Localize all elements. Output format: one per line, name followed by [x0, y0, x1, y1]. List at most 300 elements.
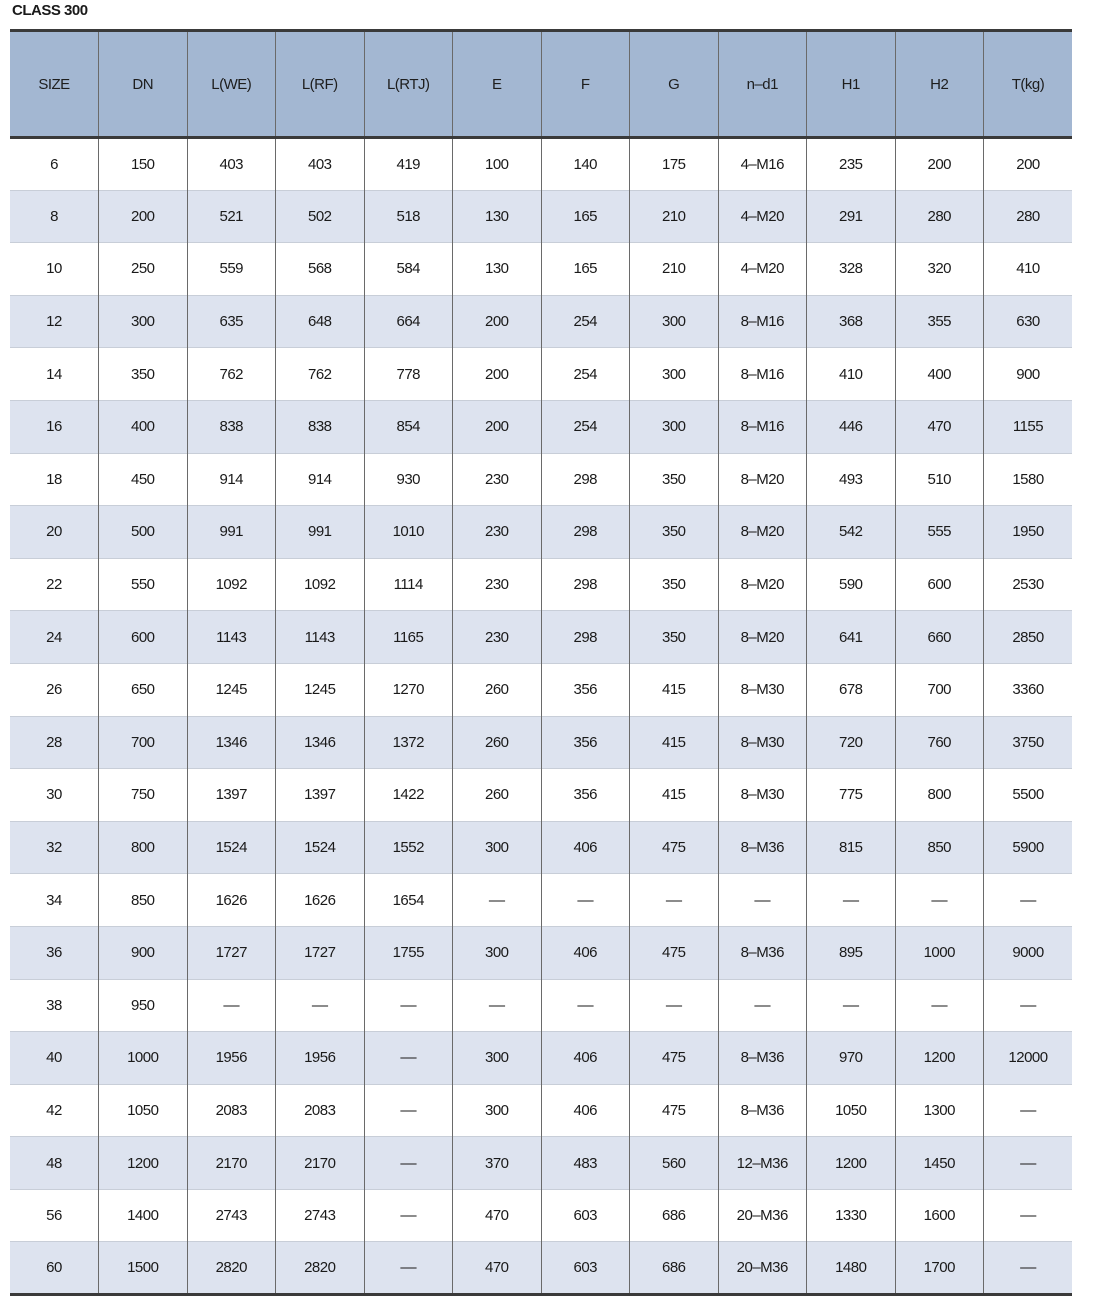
- table-cell: 350: [630, 611, 719, 664]
- table-row: [10, 243, 1072, 296]
- table-cell: ––: [984, 979, 1073, 1032]
- table-cell: 700: [99, 716, 188, 769]
- table-cell: 300: [630, 400, 719, 453]
- header-row: [10, 31, 1072, 138]
- table-cell: 415: [630, 769, 719, 822]
- table-cell: 1000: [895, 926, 984, 979]
- table-cell: 475: [630, 821, 719, 874]
- table-cell: 950: [99, 979, 188, 1032]
- table-cell: 328: [807, 243, 896, 296]
- table-cell: 1155: [984, 400, 1073, 453]
- specification-table: [10, 29, 1072, 1296]
- table-cell: 1480: [807, 1242, 896, 1295]
- table-cell: 914: [187, 453, 276, 506]
- table-row: [10, 926, 1072, 979]
- table-row: [10, 769, 1072, 822]
- table-cell: 298: [541, 611, 630, 664]
- table-cell: 10: [46, 260, 62, 278]
- table-cell: 1245: [187, 663, 276, 716]
- table-cell: 260: [453, 716, 542, 769]
- table-cell: 991: [187, 506, 276, 559]
- table-cell: 2743: [187, 1189, 276, 1242]
- table-cell: ––: [364, 979, 453, 1032]
- table-cell: 30: [46, 786, 62, 804]
- table-row: [10, 1032, 1072, 1085]
- table-cell: 400: [99, 400, 188, 453]
- table-cell: 350: [630, 558, 719, 611]
- table-cell: 1200: [99, 1137, 188, 1190]
- table-row: [10, 400, 1072, 453]
- table-cell: 210: [630, 243, 719, 296]
- table-cell: 20: [10, 506, 99, 559]
- table-row: [10, 138, 1072, 191]
- table-header: [10, 31, 1072, 138]
- table-cell: 200: [984, 138, 1073, 191]
- table-cell: 403: [276, 138, 365, 191]
- table-cell: 800: [895, 769, 984, 822]
- table-cell: ––: [541, 979, 630, 1032]
- table-cell: 600: [99, 611, 188, 664]
- table-cell: 3750: [984, 716, 1073, 769]
- table-cell: 2530: [984, 558, 1073, 611]
- table-cell: 650: [99, 663, 188, 716]
- table-cell: 895: [807, 926, 896, 979]
- table-row: [10, 611, 1072, 664]
- table-row: [10, 874, 1072, 927]
- table-cell: 720: [807, 716, 896, 769]
- table-cell: ––: [807, 979, 896, 1032]
- table-cell: 1700: [895, 1242, 984, 1295]
- table-cell: 8–M20: [718, 453, 807, 506]
- table-cell: 370: [453, 1137, 542, 1190]
- table-cell: 8–M36: [718, 1032, 807, 1085]
- table-cell: 34: [46, 891, 62, 909]
- table-cell: 300: [453, 821, 542, 874]
- table-cell: 8–M16: [718, 348, 807, 401]
- table-cell: 32: [10, 821, 99, 874]
- column-header: L(RF): [276, 31, 365, 138]
- table-cell: 8–M20: [718, 611, 807, 664]
- column-header: L(WE): [187, 31, 276, 138]
- table-cell: 230: [453, 453, 542, 506]
- table-cell: 838: [276, 400, 365, 453]
- table-cell: 28: [10, 716, 99, 769]
- table-cell: 1010: [364, 506, 453, 559]
- table-cell: 664: [364, 295, 453, 348]
- table-cell: 446: [807, 400, 896, 453]
- table-row: [10, 1242, 1072, 1295]
- table-cell: 250: [99, 243, 188, 296]
- column-header: H2: [895, 31, 984, 138]
- table-row: [10, 1137, 1072, 1190]
- table-cell: 22: [46, 576, 62, 594]
- table-cell: 8–M36: [718, 821, 807, 874]
- table-cell: 230: [453, 506, 542, 559]
- table-cell: 1050: [807, 1084, 896, 1137]
- table-cell: 5900: [984, 821, 1073, 874]
- table-cell: 5500: [984, 769, 1073, 822]
- table-cell: 1524: [187, 821, 276, 874]
- table-cell: 400: [895, 348, 984, 401]
- table-cell: 230: [453, 611, 542, 664]
- table-cell: 1950: [984, 506, 1073, 559]
- table-cell: 280: [895, 190, 984, 243]
- table-row: [10, 348, 1072, 401]
- table-cell: ––: [364, 1137, 453, 1190]
- table-cell: 850: [99, 874, 188, 927]
- table-cell: 406: [541, 926, 630, 979]
- table-cell: 854: [364, 400, 453, 453]
- table-cell: 2820: [276, 1242, 365, 1295]
- table-cell: 4–M16: [718, 138, 807, 191]
- table-cell: 930: [364, 453, 453, 506]
- table-cell: 542: [807, 506, 896, 559]
- table-cell: 8–M20: [718, 558, 807, 611]
- table-cell: ––: [984, 1189, 1073, 1242]
- table-row: [10, 453, 1072, 506]
- table-cell: ––: [364, 1032, 453, 1085]
- table-cell: 406: [541, 1084, 630, 1137]
- table-cell: 298: [541, 453, 630, 506]
- table-cell: 350: [630, 506, 719, 559]
- column-header: F: [541, 31, 630, 138]
- table-cell: 2820: [187, 1242, 276, 1295]
- table-cell: 355: [895, 295, 984, 348]
- table-cell: 850: [895, 821, 984, 874]
- table-cell: 9000: [984, 926, 1073, 979]
- table-cell: 1114: [364, 558, 453, 611]
- table-cell: 1654: [364, 874, 453, 927]
- table-cell: 700: [895, 663, 984, 716]
- table-cell: 1300: [895, 1084, 984, 1137]
- table-cell: 350: [630, 453, 719, 506]
- table-cell: 48: [10, 1137, 99, 1190]
- table-cell: 521: [187, 190, 276, 243]
- table-cell: 2170: [187, 1137, 276, 1190]
- table-cell: 200: [895, 138, 984, 191]
- table-cell: 36: [10, 926, 99, 979]
- table-cell: 603: [541, 1242, 630, 1295]
- table-cell: 200: [453, 295, 542, 348]
- table-cell: 260: [453, 663, 542, 716]
- table-cell: 502: [276, 190, 365, 243]
- table-cell: 8–M30: [718, 716, 807, 769]
- table-cell: 475: [630, 926, 719, 979]
- table-cell: 1200: [807, 1137, 896, 1190]
- table-cell: 630: [984, 295, 1073, 348]
- table-cell: 1727: [276, 926, 365, 979]
- table-cell: 8–M36: [718, 1084, 807, 1137]
- table-cell: 300: [630, 295, 719, 348]
- column-header: SIZE: [10, 31, 99, 138]
- table-row: [10, 295, 1072, 348]
- table-cell: 2850: [984, 611, 1073, 664]
- table-body: [10, 138, 1072, 1295]
- table-cell: 130: [453, 243, 542, 296]
- table-cell: 165: [541, 190, 630, 243]
- table-cell: 291: [807, 190, 896, 243]
- table-cell: 778: [364, 348, 453, 401]
- table-cell: 419: [364, 138, 453, 191]
- table-cell: 475: [630, 1084, 719, 1137]
- table-cell: 300: [99, 295, 188, 348]
- table-cell: 200: [99, 190, 188, 243]
- table-cell: 470: [895, 400, 984, 453]
- table-cell: 1397: [276, 769, 365, 822]
- table-cell: 1346: [276, 716, 365, 769]
- table-cell: 20–M36: [718, 1189, 807, 1242]
- table-cell: 1092: [187, 558, 276, 611]
- table-row: [10, 190, 1072, 243]
- table-cell: 200: [453, 400, 542, 453]
- table-cell: 38: [46, 996, 62, 1014]
- table-cell: ––: [984, 1084, 1073, 1137]
- table-row: [10, 821, 1072, 874]
- table-cell: 2170: [276, 1137, 365, 1190]
- table-cell: 1755: [364, 926, 453, 979]
- table-cell: 403: [187, 138, 276, 191]
- table-cell: 1245: [276, 663, 365, 716]
- table-cell: 210: [630, 190, 719, 243]
- table-cell: 470: [453, 1189, 542, 1242]
- table-cell: 8–M20: [718, 506, 807, 559]
- table-cell: 410: [984, 243, 1073, 296]
- table-cell: 775: [807, 769, 896, 822]
- table-cell: 1092: [276, 558, 365, 611]
- table-cell: 356: [541, 663, 630, 716]
- table-cell: 760: [895, 716, 984, 769]
- table-cell: 356: [541, 769, 630, 822]
- column-header: DN: [99, 31, 188, 138]
- table-cell: 550: [99, 558, 188, 611]
- table-cell: 254: [541, 400, 630, 453]
- table-cell: 280: [984, 190, 1073, 243]
- table-cell: ––: [718, 874, 807, 927]
- table-cell: 235: [807, 138, 896, 191]
- table-cell: 1165: [364, 611, 453, 664]
- table-cell: ––: [364, 1189, 453, 1242]
- table-cell: 2743: [276, 1189, 365, 1242]
- table-cell: 1372: [364, 716, 453, 769]
- table-cell: 415: [630, 716, 719, 769]
- table-cell: 1270: [364, 663, 453, 716]
- table-cell: 368: [807, 295, 896, 348]
- table-cell: 762: [187, 348, 276, 401]
- table-cell: 1400: [99, 1189, 188, 1242]
- table-cell: 12000: [984, 1032, 1073, 1085]
- table-cell: 900: [99, 926, 188, 979]
- table-cell: 660: [895, 611, 984, 664]
- table-cell: 100: [453, 138, 542, 191]
- table-cell: 56: [46, 1207, 62, 1225]
- column-header: T(kg): [984, 31, 1073, 138]
- table-cell: 559: [187, 243, 276, 296]
- table-cell: 560: [630, 1137, 719, 1190]
- table-cell: 24: [10, 611, 99, 664]
- table-cell: 42: [46, 1101, 62, 1119]
- table-cell: 298: [541, 558, 630, 611]
- table-cell: 1956: [187, 1032, 276, 1085]
- table-cell: 415: [630, 663, 719, 716]
- table-cell: 8–M16: [718, 400, 807, 453]
- table-cell: 1200: [895, 1032, 984, 1085]
- table-cell: 2083: [276, 1084, 365, 1137]
- table-cell: 914: [276, 453, 365, 506]
- table-cell: 410: [807, 348, 896, 401]
- table-cell: 200: [453, 348, 542, 401]
- table-cell: ––: [895, 979, 984, 1032]
- table-cell: 800: [99, 821, 188, 874]
- table-cell: 1626: [276, 874, 365, 927]
- table-cell: 1956: [276, 1032, 365, 1085]
- table-cell: 254: [541, 348, 630, 401]
- table-cell: 1626: [187, 874, 276, 927]
- table-cell: ––: [984, 1242, 1073, 1295]
- table-cell: ––: [718, 979, 807, 1032]
- table-cell: 584: [364, 243, 453, 296]
- table-cell: 6: [50, 155, 58, 173]
- table-cell: 838: [187, 400, 276, 453]
- table-cell: 500: [99, 506, 188, 559]
- table-cell: 1422: [364, 769, 453, 822]
- table-cell: 356: [541, 716, 630, 769]
- table-cell: 150: [99, 138, 188, 191]
- table-row: [10, 1189, 1072, 1242]
- table-cell: 165: [541, 243, 630, 296]
- table-cell: 1600: [895, 1189, 984, 1242]
- table-cell: 900: [984, 348, 1073, 401]
- table-cell: 991: [276, 506, 365, 559]
- table-cell: 762: [276, 348, 365, 401]
- table-cell: ––: [895, 874, 984, 927]
- table-cell: 300: [453, 1084, 542, 1137]
- column-header: L(RTJ): [364, 31, 453, 138]
- table-cell: 12: [10, 295, 99, 348]
- table-cell: ––: [984, 874, 1073, 927]
- column-header: H1: [807, 31, 896, 138]
- table-cell: 300: [453, 1032, 542, 1085]
- table-cell: ––: [984, 1137, 1073, 1190]
- table-cell: ––: [807, 874, 896, 927]
- table-cell: ––: [276, 979, 365, 1032]
- table-row: [10, 663, 1072, 716]
- table-cell: 8–M36: [718, 926, 807, 979]
- table-cell: 600: [895, 558, 984, 611]
- table-cell: 60: [10, 1242, 99, 1295]
- table-row: [10, 716, 1072, 769]
- table-cell: 175: [630, 138, 719, 191]
- table-cell: 12–M36: [718, 1137, 807, 1190]
- table-cell: 406: [541, 821, 630, 874]
- table-cell: 1346: [187, 716, 276, 769]
- table-cell: 8–M30: [718, 663, 807, 716]
- table-cell: 635: [187, 295, 276, 348]
- table-cell: 1580: [984, 453, 1073, 506]
- table-cell: 20–M36: [718, 1242, 807, 1295]
- table-cell: 4–M20: [718, 243, 807, 296]
- table-row: [10, 506, 1072, 559]
- table-cell: 406: [541, 1032, 630, 1085]
- table-cell: 1050: [99, 1084, 188, 1137]
- table-cell: 1143: [276, 611, 365, 664]
- table-cell: 14: [46, 365, 62, 383]
- table-cell: 475: [630, 1032, 719, 1085]
- table-cell: 568: [276, 243, 365, 296]
- table-cell: 590: [807, 558, 896, 611]
- table-cell: 470: [453, 1242, 542, 1295]
- table-cell: 2083: [187, 1084, 276, 1137]
- table-cell: 815: [807, 821, 896, 874]
- table-cell: 140: [541, 138, 630, 191]
- table-cell: 510: [895, 453, 984, 506]
- table-row: [10, 979, 1072, 1032]
- column-header: G: [630, 31, 719, 138]
- table-cell: ––: [453, 979, 542, 1032]
- table-cell: 40: [10, 1032, 99, 1085]
- table-cell: 518: [364, 190, 453, 243]
- table-cell: 320: [895, 243, 984, 296]
- table-cell: 26: [46, 681, 62, 699]
- table-cell: 603: [541, 1189, 630, 1242]
- table-cell: 450: [99, 453, 188, 506]
- table-cell: 18: [46, 470, 62, 488]
- table-cell: 300: [630, 348, 719, 401]
- table-cell: 16: [10, 400, 99, 453]
- table-cell: 8: [10, 190, 99, 243]
- table-cell: 254: [541, 295, 630, 348]
- table-cell: 750: [99, 769, 188, 822]
- table-cell: 1450: [895, 1137, 984, 1190]
- table-cell: 1000: [99, 1032, 188, 1085]
- table-cell: 686: [630, 1189, 719, 1242]
- table-cell: 300: [453, 926, 542, 979]
- table-cell: 1524: [276, 821, 365, 874]
- table-cell: ––: [187, 979, 276, 1032]
- table-cell: 260: [453, 769, 542, 822]
- table-cell: ––: [364, 1084, 453, 1137]
- table-cell: 648: [276, 295, 365, 348]
- table-cell: 1330: [807, 1189, 896, 1242]
- column-header: n–d1: [718, 31, 807, 138]
- table-cell: 1143: [187, 611, 276, 664]
- table-cell: 1727: [187, 926, 276, 979]
- table-cell: 1397: [187, 769, 276, 822]
- table-cell: 8–M16: [718, 295, 807, 348]
- table-cell: 686: [630, 1242, 719, 1295]
- table-cell: 483: [541, 1137, 630, 1190]
- table-cell: 8–M30: [718, 769, 807, 822]
- table-cell: 298: [541, 506, 630, 559]
- table-cell: 350: [99, 348, 188, 401]
- table-cell: ––: [630, 979, 719, 1032]
- table-cell: 130: [453, 190, 542, 243]
- table-cell: 3360: [984, 663, 1073, 716]
- table-cell: 641: [807, 611, 896, 664]
- table-row: [10, 558, 1072, 611]
- table-cell: ––: [453, 874, 542, 927]
- table-cell: 970: [807, 1032, 896, 1085]
- table-row: [10, 1084, 1072, 1137]
- table-cell: 4–M20: [718, 190, 807, 243]
- table-cell: ––: [364, 1242, 453, 1295]
- table-cell: 555: [895, 506, 984, 559]
- table-cell: 493: [807, 453, 896, 506]
- page-title: CLASS 300: [12, 2, 88, 19]
- table-cell: ––: [630, 874, 719, 927]
- table-cell: ––: [541, 874, 630, 927]
- column-header: E: [453, 31, 542, 138]
- table-cell: 1552: [364, 821, 453, 874]
